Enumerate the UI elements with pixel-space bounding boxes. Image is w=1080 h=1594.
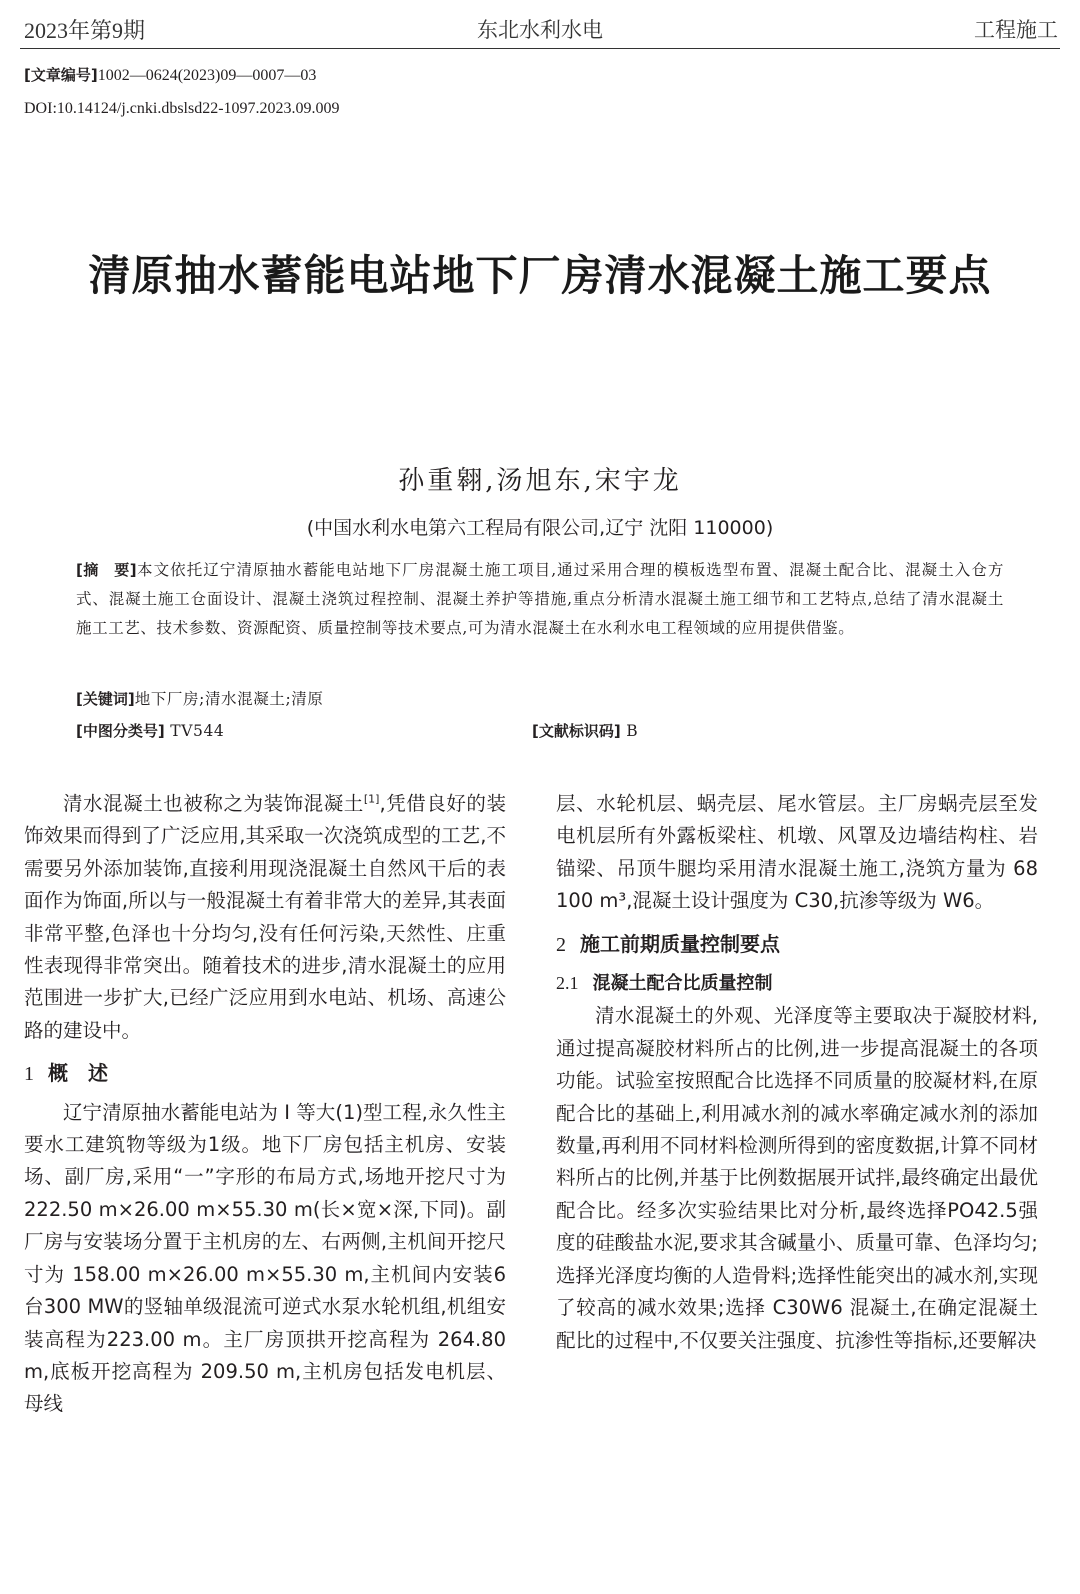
section-2-1-paragraph: 清水混凝土的外观、光泽度等主要取决于凝胶材料,通过提高凝胶材料所占的比例,进一步提高混凝土的各项功能。试验室按照配合比选择不同质量的胶凝材料,在原配合比的基础上,利用减水剂的减水率确定减水剂的添加数量,再利用不同材料检测所得到的密度数据,计算不同材料所占的比例,并基于比例数据展开试拌,最终确定出最优配合比。经多次实验结果比对分析,最终选择PO42.5强度的硅酸盐水泥,要求其含碱量小、质量可靠、色泽均匀;选择光泽度均衡的人造骨料;选择性能突出的减水剂,实现了较高的减水效果;选择 C30W6 混凝土,在确定混凝土配比的过程中,不仅要关注强度、抗渗性等指标,还要解决 xyxy=(556,1004,1038,1352)
abstract-text: 本文依托辽宁清原抽水蓄能电站地下厂房混凝土施工项目,通过采用合理的模板选型布置、混凝土配合比、混凝土入仓方式、混凝土施工仓面设计、混凝土浇筑过程控制、混凝土养护等措施,重点分析清水混凝土施工细节和工艺特点,总结了清水混凝土施工工艺、技术参数、资源配资、质量控制等技术要点,可为清水混凝土在水利水电工程领域的应用提供借鉴。 xyxy=(76,561,1004,637)
doi: DOI:10.14124/j.cnki.dbslsd22-1097.2023.09.009 xyxy=(24,100,340,117)
section-1-heading: 1 概 述 xyxy=(24,1061,108,1086)
running-head-section: 工程施工 xyxy=(974,18,1058,42)
body-right-column xyxy=(556,788,1038,1357)
section-2-1-heading: 2.1 混凝土配合比质量控制 xyxy=(556,973,773,995)
article-number-value: 1002—0624(2023)09—0007—03 xyxy=(97,67,317,84)
abstract xyxy=(76,556,1004,643)
body-left-column xyxy=(24,788,506,1421)
section-1-paragraph: 辽宁清原抽水蓄能电站为 Ⅰ 等大(1)型工程,永久性主要水工建筑物等级为1级。地下厂房包括主机房、安装场、副厂房,采用“一”字形的布局方式,场地开挖尺寸为222.50 m×26.00 m×55.30 m(长×宽×深,下同)。副厂房与安装场分置于主机房的左、右两侧,主机间开挖尺寸为 158.00 m×26.00 m×55.30 m,主机间内安装6台300 MW的竖轴单级混流可逆式水泵水轮机组,机组安装高程为223.00 m。主厂房顶拱开挖高程为 264.80 m,底板开挖高程为 209.50 m,主机房包括发电机层、母线 xyxy=(24,1100,506,1416)
running-head-issue: 2023年第9期 xyxy=(24,18,146,43)
running-head-journal: 东北水利水电 xyxy=(477,18,603,42)
clc-label: [中图分类号] xyxy=(76,722,165,740)
document-code xyxy=(532,720,638,741)
header-rule xyxy=(20,48,1060,49)
abstract-label: [摘 要] xyxy=(76,561,137,579)
document-code-label: [文献标识码] xyxy=(532,722,621,740)
section-2-heading: 2 施工前期质量控制要点 xyxy=(556,931,780,956)
clc-value: TV544 xyxy=(170,722,225,740)
article-number xyxy=(24,64,316,85)
keywords xyxy=(76,687,323,709)
paper-title: 清原抽水蓄能电站地下厂房清水混凝土施工要点 xyxy=(88,251,992,300)
clc-number xyxy=(76,720,224,741)
intro-paragraph: 清水混凝土也被称之为装饰混凝土[1],凭借良好的装饰效果而得到了广泛应用,其采取一次浇筑成型的工艺,不需要另外添加装饰,直接利用现浇混凝土自然风干后的表面作为饰面,所以与一般混凝土有着非常大的差异,其表面非常平整,色泽也十分均匀,没有任何污染,天然性、庄重性表现得非常突出。随着技术的进步,清水混凝土的应用范围进一步扩大,已经广泛应用到水电站、机场、高速公路的建设中。 xyxy=(24,792,506,1042)
affiliation: (中国水利水电第六工程局有限公司,辽宁 沈阳 110000) xyxy=(306,517,774,539)
citation-ref: [1] xyxy=(363,792,380,806)
authors: 孙重翱,汤旭东,宋宇龙 xyxy=(398,466,682,496)
keywords-label: [关键词] xyxy=(76,690,135,708)
keywords-text: 地下厂房;清水混凝土;清原 xyxy=(134,690,324,708)
section-1-paragraph-continued: 层、水轮机层、蜗壳层、尾水管层。主厂房蜗壳层至发电机层所有外露板梁柱、机墩、风罩及边墙结构柱、岩锚梁、吊顶牛腿均采用清水混凝土施工,浇筑方量为 68 100 m³,混凝土设计强度为 C30,抗渗等级为 W6。 xyxy=(556,792,1038,913)
article-number-label: [文章编号] xyxy=(24,66,98,84)
document-code-value: B xyxy=(626,722,639,740)
